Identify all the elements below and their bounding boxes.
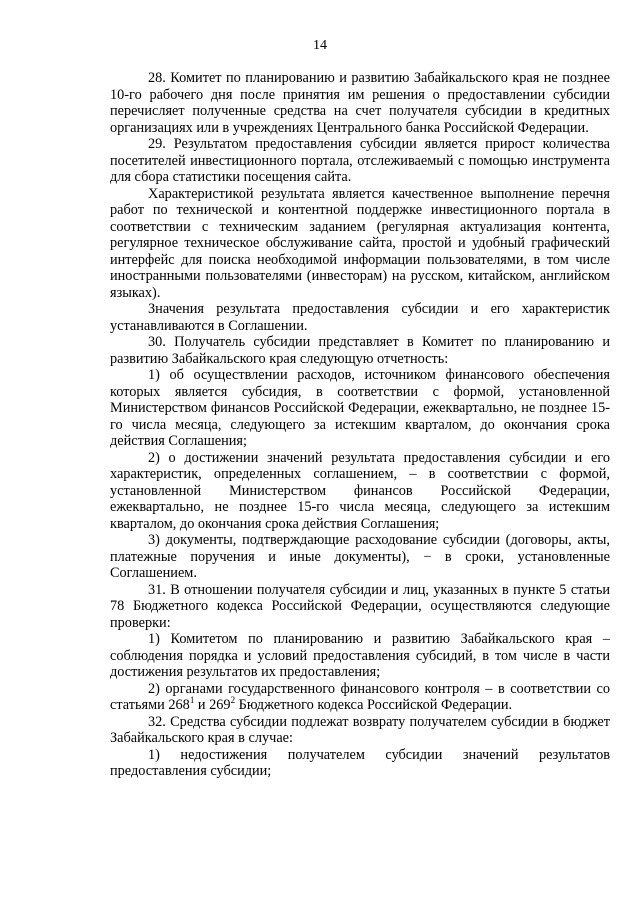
superscript-1: 1 [189, 695, 195, 706]
paragraph-30-item-3: 3) документы, подтверждающие расходование субсидии (договоры, акты, платежные поручения и иные документы), − в сроки, установленные Соглашением. [110, 532, 610, 581]
paragraph-29: 29. Результатом предоставления субсидии является прирост количества посетителей инвестиционного портала, отслеживаемый с помощью инструмента для сбора статистики посещения сайта. [110, 136, 610, 185]
paragraph-32-item-1: 1) недостижения получателем субсидии значений результатов предоставления субсидии; [110, 746, 610, 779]
paragraph-31: 31. В отношении получателя субсидии и лиц, указанных в пункте 5 статьи 78 Бюджетного кодекса Российской Федерации, осуществляются следующие проверки: [110, 581, 610, 631]
paragraph-31-item-2 [110, 681, 610, 714]
document-body [110, 70, 610, 780]
paragraph-31-item-2-text-start: 2) органами государственного финансового контроля – в соответствии со статьями 268 [110, 680, 610, 713]
paragraph-31-item-1: 1) Комитетом по планированию и развитию Забайкальского края – соблюдения порядка и условий предоставления субсидий, в том числе в части достижения результатов их предоставления; [110, 631, 610, 680]
paragraph-31-item-2-text-end: Бюджетного кодекса Российской Федерации. [235, 697, 513, 713]
paragraph-30-item-1: 1) об осуществлении расходов, источником финансового обеспечения которых является субсидия, в соответствии с формой, установленной Министерством финансов Российской Федерации, ежеквартально, не позднее 15-го числа месяца, следующего за истекшим кварталом, до окончания срока действия Соглашения; [110, 367, 610, 449]
paragraph-32: 32. Средства субсидии подлежат возврату получателем субсидии в бюджет Забайкальского края в случае: [110, 713, 610, 746]
paragraph-result-values: Значения результата предоставления субсидии и его характеристик устанавливаются в Соглашении. [110, 301, 610, 334]
superscript-2: 2 [230, 695, 236, 706]
paragraph-30: 30. Получатель субсидии представляет в Комитет по планированию и развитию Забайкальского края следующую отчетность: [110, 334, 610, 367]
paragraph-31-item-2-text-middle: и 269 [194, 697, 231, 713]
paragraph-result-characteristic: Характеристикой результата является качественное выполнение перечня работ по технической и контентной поддержке инвестиционного портала в соответствии с техническим заданием (регулярная актуализация контента, регулярное техническое обслуживание сайта, простой и удобный графический интерфейс для поиска необходимой информации пользователями, в том числе иностранными пользователями (инвесторам) на русском, китайском, английском языках). [110, 185, 610, 301]
paragraph-30-item-2: 2) о достижении значений результата предоставления субсидии и его характеристик, определенных соглашением, – в соответствии с формой, установленной Министерством финансов Российской Федерации, ежеквартально, не позднее 15-го числа месяца, следующего за истекшим кварталом, до окончания срока действия Соглашения; [110, 449, 610, 532]
paragraph-28: 28. Комитет по планированию и развитию Забайкальского края не позднее 10-го рабочего дня после принятия им решения о предоставлении субсидии перечисляет полученные средства на счет получателя субсидии в кредитных организациях или в учреждениях Центрального банка Российской Федерации. [110, 70, 610, 136]
page-number: 14 [313, 38, 327, 53]
